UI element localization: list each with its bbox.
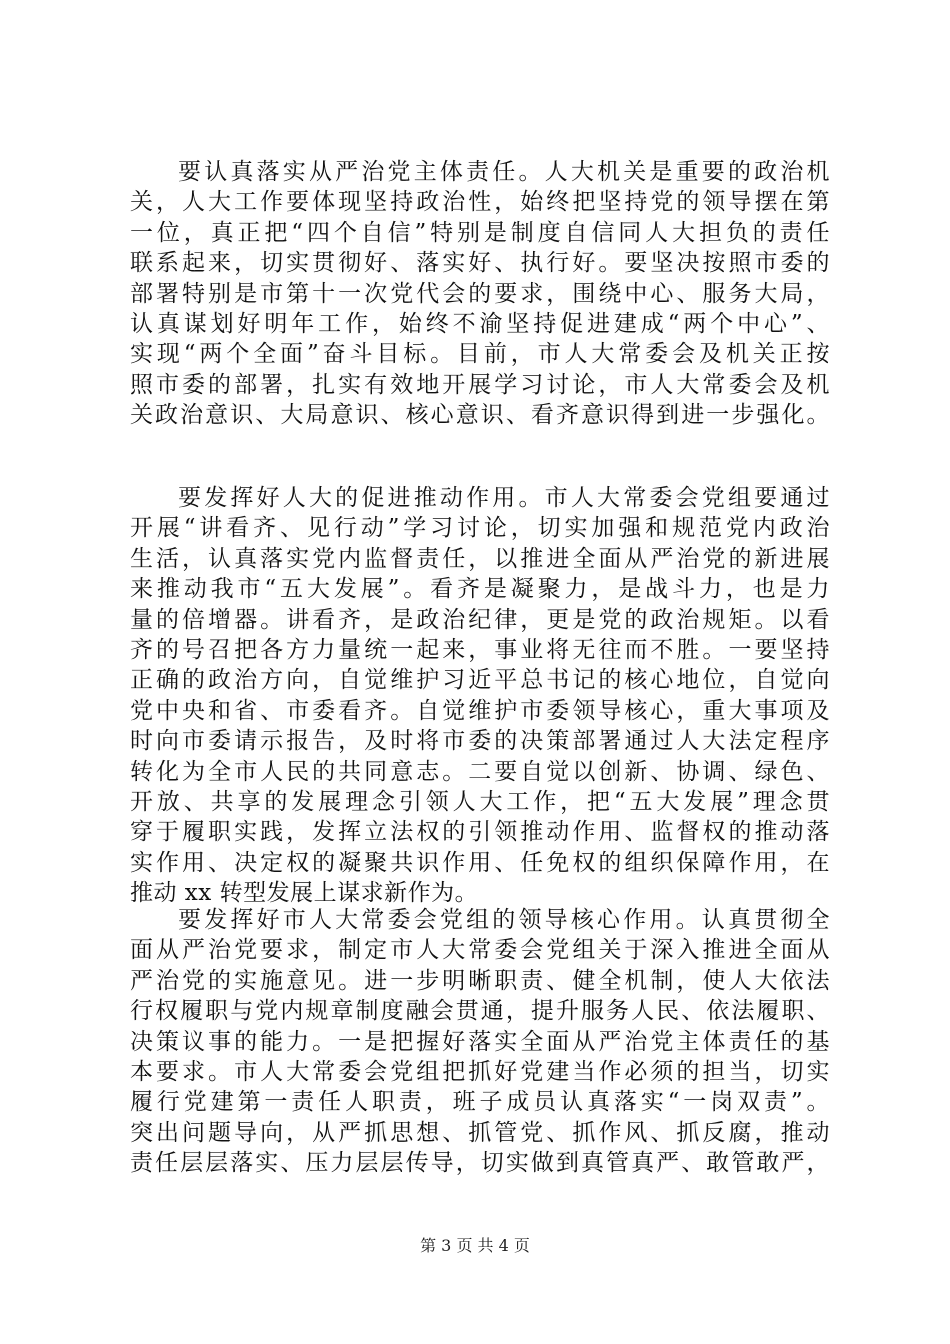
paragraph-line: 决策议事的能力。一是把握好落实全面从严治党主体责任的基 <box>130 1028 830 1055</box>
paragraph-line: 面从严治党要求，制定市人大常委会党组关于深入推进全面从 <box>130 937 830 964</box>
paragraph-line: 要发挥好人大的促进推动作用。市人大常委会党组要通过 <box>178 485 830 511</box>
paragraph-line: 突出问题导向，从严抓思想、抓管党、抓作风、抓反腐，推动 <box>130 1119 830 1146</box>
paragraph-line: 来推动我市“五大发展”。看齐是凝聚力，是战斗力，也是力 <box>130 576 830 603</box>
paragraph-line: 转化为全市人民的共同意志。二要自觉以创新、协调、绿色、 <box>130 758 830 785</box>
paragraph-line: 时向市委请示报告，及时将市委的决策部署通过人大法定程序 <box>130 728 830 755</box>
paragraph-line: 实现“两个全面”奋斗目标。目前，市人大常委会及机关正按 <box>130 341 830 368</box>
paragraph-line: 本要求。市人大常委会党组把抓好党建当作必须的担当，切实 <box>130 1058 830 1085</box>
paragraph-line: 责任层层落实、压力层层传导，切实做到真管真严、敢管敢严， <box>130 1150 830 1177</box>
paragraph-line: 认真谋划好明年工作，始终不渝坚持促进建成“两个中心”、 <box>130 310 830 337</box>
paragraph-line: 照市委的部署，扎实有效地开展学习讨论，市人大常委会及机 <box>130 371 830 398</box>
paragraph-line: 要发挥好市人大常委会党组的领导核心作用。认真贯彻全 <box>178 907 830 933</box>
paragraph-line: 齐的号召把各方力量统一起来，事业将无往而不胜。一要坚持 <box>130 636 830 663</box>
paragraph-1 <box>130 157 830 431</box>
paragraph-line: 开放、共享的发展理念引领人大工作，把“五大发展”理念贯 <box>130 788 830 815</box>
paragraph-line: 生活，认真落实党内监督责任，以推进全面从严治党的新进展 <box>130 545 830 572</box>
paragraph-line: 要认真落实从严治党主体责任。人大机关是重要的政治机 <box>178 159 830 185</box>
paragraph-line: 穿于履职实践，发挥立法权的引领推动作用、监督权的推动落 <box>130 819 830 846</box>
paragraph-line: 推动 xx 转型发展上谋求新作为。 <box>130 880 479 907</box>
paragraph-line: 联系起来，切实贯彻好、落实好、执行好。要坚决按照市委的 <box>130 250 830 277</box>
paragraph-line: 实作用、决定权的凝聚共识作用、任免权的组织保障作用，在 <box>130 849 830 876</box>
paragraph-2 <box>130 483 830 908</box>
paragraph-line: 关，人大工作要体现坚持政治性，始终把坚持党的领导摆在第 <box>130 189 830 216</box>
paragraph-line: 履行党建第一责任人职责，班子成员认真落实“一岗双责”。 <box>130 1089 830 1116</box>
paragraph-3 <box>130 905 830 1179</box>
paragraph-line: 行权履职与党内规章制度融会贯通，提升服务人民、依法履职、 <box>130 998 830 1025</box>
paragraph-line: 开展“讲看齐、见行动”学习讨论，切实加强和规范党内政治 <box>130 515 830 542</box>
paragraph-line: 党中央和省、市委看齐。自觉维护市委领导核心，重大事项及 <box>130 697 830 724</box>
paragraph-line: 关政治意识、大局意识、核心意识、看齐意识得到进一步强化。 <box>130 402 830 429</box>
page-number-footer: 第 3 页 共 4 页 <box>420 1236 530 1255</box>
paragraph-line: 部署特别是市第十一次党代会的要求，围绕中心、服务大局， <box>130 280 830 307</box>
paragraph-line: 正确的政治方向，自觉维护习近平总书记的核心地位，自觉向 <box>130 667 830 694</box>
paragraph-line: 一位，真正把“四个自信”特别是制度自信同人大担负的责任 <box>130 219 830 246</box>
paragraph-line: 量的倍增器。讲看齐，是政治纪律，更是党的政治规矩。以看 <box>130 606 830 633</box>
paragraph-line: 严治党的实施意见。进一步明晰职责、健全机制，使人大依法 <box>130 967 830 994</box>
